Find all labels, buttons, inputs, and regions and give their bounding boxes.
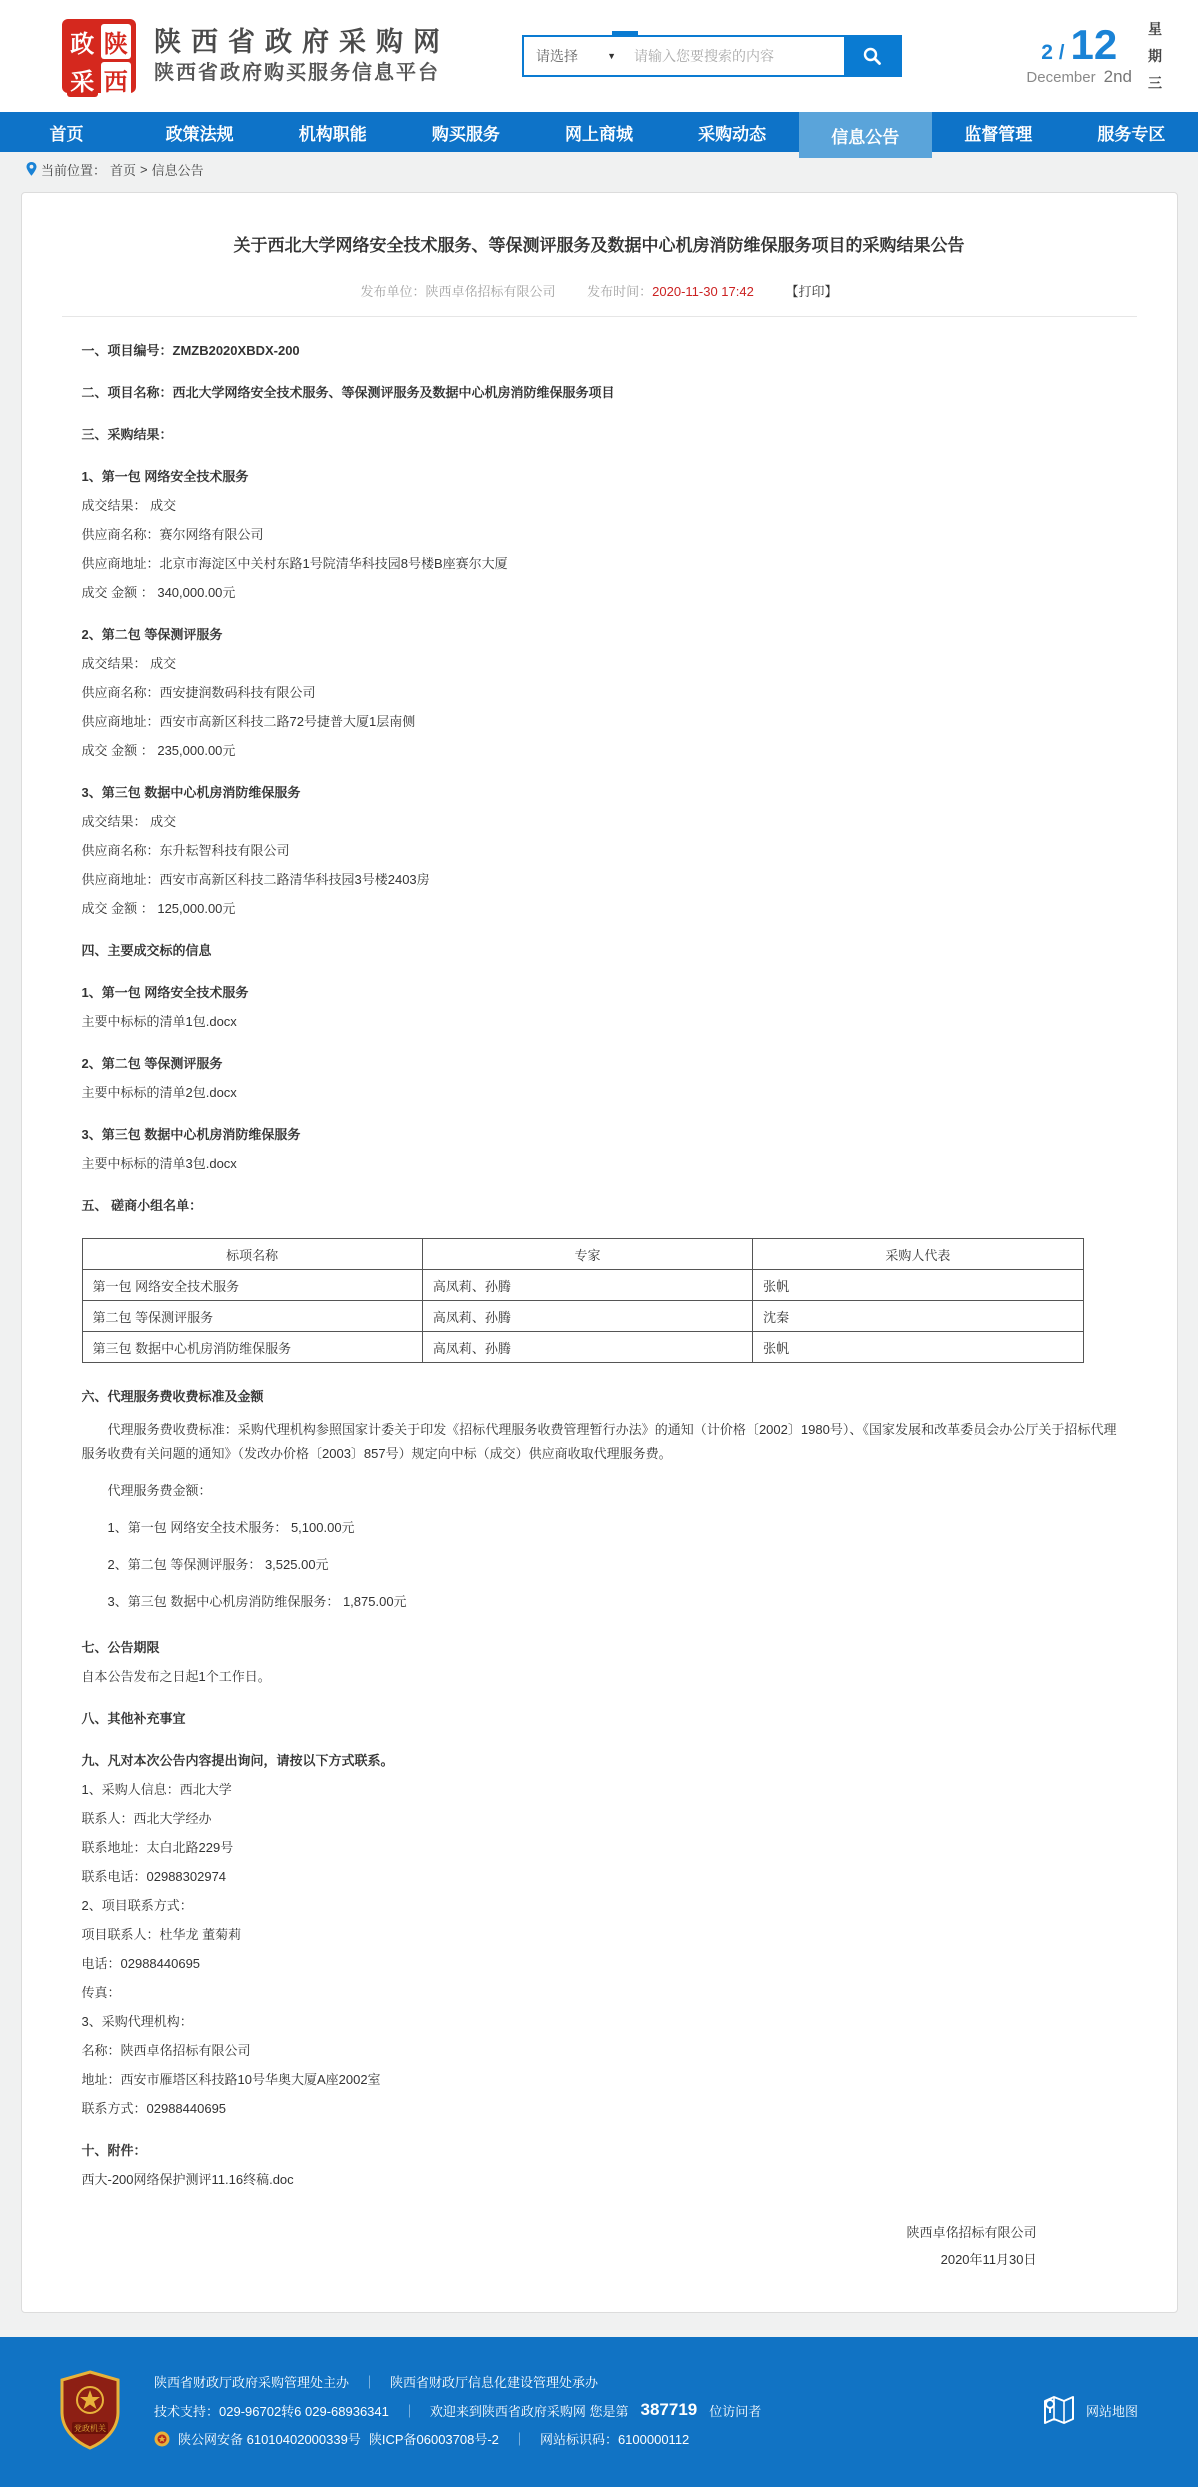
article-meta — [62, 281, 1137, 300]
footer-organizer: 陕西省财政厅政府采购管理处主办 — [154, 2375, 350, 2390]
nav-item[interactable]: 首页 — [49, 124, 84, 144]
article-paragraph: 地址：西安市雁塔区科技路10号华奥大厦A座2002室 — [81, 2072, 381, 2087]
search-select-label: 请选择 — [536, 48, 578, 64]
breadcrumb-home-link[interactable]: 首页 — [110, 162, 137, 178]
nav-item[interactable]: 服务专区 — [1097, 124, 1166, 144]
article-paragraph: 传真： — [81, 1985, 121, 2000]
government-shield-emblem — [58, 2370, 122, 2450]
article-paragraph: 供应商名称：赛尔网络有限公司 — [81, 527, 264, 542]
committee-table — [82, 1238, 1084, 1363]
print-button[interactable]: 【打印】 — [785, 284, 838, 299]
article-paragraph: 代理服务费金额： — [107, 1483, 212, 1498]
site-header — [0, 0, 1198, 112]
cell-buyer-rep: 沈秦 — [753, 1301, 1083, 1332]
nav-item[interactable]: 网上商城 — [564, 124, 633, 144]
logo-character: 政 — [67, 24, 98, 59]
article-paragraph: 电话：02988440695 — [81, 1956, 201, 1971]
footer-separator: ｜ — [363, 2375, 377, 2390]
article-paragraph[interactable]: 主要中标标的清单1包.docx — [81, 1014, 237, 1029]
column-header-buyer-rep: 采购人代表 — [753, 1239, 1083, 1270]
signature-date: 2020年11月30日 — [940, 2252, 1037, 2267]
publish-time: 2020-11-30 17:42 — [652, 284, 754, 299]
article-paragraph: 供应商地址：北京市海淀区中关村东路1号院清华科技园8号楼B座赛尔大厦 — [81, 556, 508, 571]
article-paragraph: 自本公告发布之日起1个工作日。 — [81, 1669, 271, 1684]
article-paragraph[interactable]: 主要中标标的清单2包.docx — [81, 1085, 237, 1100]
footer-security-record-link[interactable]: 陕公网安备 61010402000339号 — [178, 2432, 361, 2447]
article-paragraph: 成交结果： 成交 — [81, 814, 177, 829]
article-paragraph: 1、第一包 网络安全技术服务： 5,100.00元 — [107, 1520, 355, 1535]
nav-item[interactable]: 采购动态 — [698, 124, 767, 144]
article-paragraph: 2、项目联系方式： — [81, 1898, 193, 1913]
table-header-row — [82, 1239, 1083, 1270]
breadcrumb-prefix: 当前位置： — [41, 162, 107, 178]
article-paragraph: 三、采购结果： — [81, 427, 173, 442]
article-paragraph: 供应商地址：西安市高新区科技二路72号捷普大厦1层南侧 — [81, 714, 416, 729]
article-paragraph: 1、第一包 网络安全技术服务 — [81, 469, 249, 484]
article-paragraph: 3、第三包 数据中心机房消防维保服务 — [81, 785, 301, 800]
article-paragraph: 项目联系人：杜华龙 董菊莉 — [81, 1927, 242, 1942]
article-paragraph[interactable]: 西大-200网络保护测评11.16终稿.doc — [81, 2172, 294, 2187]
table-row — [82, 1301, 1083, 1332]
article-paragraph: 成交结果： 成交 — [81, 656, 177, 671]
signature-company: 陕西卓佲招标有限公司 — [906, 2225, 1037, 2240]
article-paragraph: 四、主要成交标的信息 — [81, 943, 212, 958]
sitemap-link[interactable] — [1040, 2391, 1138, 2429]
article-paragraph: 1、第一包 网络安全技术服务 — [81, 985, 249, 1000]
date-ordinal: 2nd — [1103, 67, 1132, 86]
main-navigation — [0, 112, 1198, 152]
article-paragraph: 2、第二包 等保测评服务 — [81, 627, 223, 642]
breadcrumb-current: 信息公告 — [151, 162, 204, 178]
article-paragraph: 六、代理服务费收费标准及金额 — [81, 1389, 264, 1404]
footer-line-1 — [154, 2372, 761, 2391]
cell-item-name: 第二包 等保测评服务 — [82, 1301, 422, 1332]
announcement-card — [21, 192, 1178, 2313]
footer-icp-record-link[interactable]: 陕ICP备06003708号-2 — [368, 2432, 499, 2447]
article-paragraph: 成交 金额 ： 340,000.00元 — [81, 585, 236, 600]
article-paragraph: 七、公告期限 — [81, 1640, 160, 1655]
article-paragraph: 供应商名称：西安捷润数码科技有限公司 — [81, 685, 316, 700]
column-header-expert: 专家 — [422, 1239, 752, 1270]
logo-character: 陕 — [101, 24, 132, 59]
table-row — [82, 1332, 1083, 1363]
nav-item[interactable]: 机构职能 — [298, 124, 367, 144]
article-paragraph: 供应商地址：西安市高新区科技二路清华科技园3号楼2403房 — [81, 872, 430, 887]
footer-site-id: 网站标识码：6100000112 — [539, 2432, 690, 2447]
page-title: 关于西北大学网络安全技术服务、等保测评服务及数据中心机房消防维保服务项目的采购结果公告 — [233, 236, 965, 255]
date-month-number: 2 — [1041, 41, 1053, 64]
article-paragraph: 成交 金额 ： 235,000.00元 — [81, 743, 236, 758]
publisher-label: 发布单位：陕西卓佲招标有限公司 — [360, 284, 556, 299]
search-icon — [862, 46, 882, 66]
article-paragraph: 九、凡对本次公告内容提出询问，请按以下方式联系。 — [81, 1753, 394, 1768]
date-day-number: 12 — [1070, 21, 1118, 68]
site-logo — [62, 19, 136, 96]
cell-buyer-rep: 张帆 — [753, 1332, 1083, 1363]
footer-line-3 — [154, 2429, 761, 2448]
chevron-down-icon: ▼ — [607, 51, 616, 61]
cell-experts: 高凤莉、孙腾 — [422, 1332, 752, 1363]
cell-experts: 高凤莉、孙腾 — [422, 1301, 752, 1332]
article-paragraph: 联系电话：02988302974 — [81, 1869, 227, 1884]
article-body-bottom — [82, 1389, 1117, 2188]
article-paragraph: 一、项目编号：ZMZB2020XBDX-200 — [81, 343, 300, 358]
article-paragraph: 3、采购代理机构： — [81, 2014, 193, 2029]
article-body-top — [82, 343, 1117, 1214]
cell-item-name: 第一包 网络安全技术服务 — [82, 1270, 422, 1301]
site-footer — [0, 2337, 1198, 2487]
article-paragraph: 2、第二包 等保测评服务： 3,525.00元 — [107, 1557, 329, 1572]
footer-co-organizer: 陕西省财政厅信息化建设管理处承办 — [390, 2375, 599, 2390]
footer-visitor-suffix: 位访问者 — [709, 2403, 762, 2419]
article-paragraph: 成交结果： 成交 — [81, 498, 177, 513]
visitor-count: 387719 — [640, 2400, 698, 2419]
article-paragraph[interactable]: 主要中标标的清单3包.docx — [81, 1156, 237, 1171]
article-paragraph: 五、 磋商小组名单： — [81, 1198, 203, 1213]
logo-character: 采 — [67, 62, 98, 97]
footer-separator: ｜ — [402, 2403, 416, 2419]
search-category-select[interactable] — [524, 37, 626, 75]
article-paragraph: 2、第二包 等保测评服务 — [81, 1056, 223, 1071]
search-input[interactable] — [626, 37, 844, 75]
site-title: 陕西省政府采购网 — [154, 27, 450, 57]
search-button[interactable] — [844, 37, 900, 75]
article-paragraph: 3、第三包 数据中心机房消防维保服务 — [81, 1127, 301, 1142]
search-bar — [522, 35, 902, 77]
cell-item-name: 第三包 数据中心机房消防维保服务 — [82, 1332, 422, 1363]
weekday-char: 三 — [1148, 75, 1162, 91]
nav-item[interactable]: 监督管理 — [964, 124, 1033, 144]
article-paragraph: 代理服务费收费标准：采购代理机构参照国家计委关于印发《招标代理服务收费管理暂行办法》的通知（计价格〔2002〕1980号）、《国家发展和改革委员会办公厅关于招标代理服务收费有关问题的通知》（发改办价格〔2003〕857号）规定向中标（成交）供应商收取代理服务费。 — [81, 1422, 1117, 1461]
nav-item[interactable]: 政策法规 — [165, 124, 234, 144]
signature-block — [82, 2222, 1117, 2268]
nav-item[interactable]: 信息公告 — [799, 112, 932, 158]
svg-text:党政机关: 党政机关 — [74, 2424, 106, 2433]
cell-experts: 高凤莉、孙腾 — [422, 1270, 752, 1301]
date-month-name: December — [1026, 69, 1096, 86]
cell-buyer-rep: 张帆 — [753, 1270, 1083, 1301]
column-header-item: 标项名称 — [82, 1239, 422, 1270]
nav-item[interactable]: 购买服务 — [431, 124, 500, 144]
weekday-label — [1148, 19, 1162, 93]
breadcrumb-separator: > — [140, 161, 148, 177]
police-badge-icon — [154, 2431, 170, 2447]
article-paragraph: 二、项目名称：西北大学网络安全技术服务、等保测评服务及数据中心机房消防维保服务项目 — [81, 385, 615, 400]
article-paragraph: 3、第三包 数据中心机房消防维保服务： 1,875.00元 — [107, 1594, 407, 1609]
article-paragraph: 供应商名称：东升耘智科技有限公司 — [81, 843, 290, 858]
date-widget — [1026, 19, 1162, 93]
search-select-notch — [612, 31, 638, 37]
article-paragraph: 联系人：西北大学经办 — [81, 1811, 212, 1826]
sitemap-label: 网站地图 — [1085, 2403, 1138, 2419]
breadcrumb — [0, 152, 1198, 186]
footer-separator: ｜ — [512, 2432, 526, 2447]
article-paragraph: 联系方式：02988440695 — [81, 2101, 227, 2116]
article-paragraph: 成交 金额 ： 125,000.00元 — [81, 901, 236, 916]
footer-line-2 — [154, 2400, 761, 2420]
article-paragraph: 八、其他补充事宜 — [81, 1711, 186, 1726]
site-subtitle: 陕西省政府购买服务信息平台 — [154, 62, 440, 84]
weekday-char: 期 — [1148, 48, 1162, 64]
date-separator: / — [1058, 42, 1065, 64]
table-row — [82, 1270, 1083, 1301]
article-paragraph: 十、附件： — [81, 2143, 147, 2158]
weekday-char: 星 — [1148, 21, 1162, 37]
logo-character: 西 — [101, 62, 132, 97]
article-paragraph: 名称：陕西卓佲招标有限公司 — [81, 2043, 251, 2058]
divider — [62, 316, 1137, 317]
footer-welcome: 欢迎来到陕西省政府采购网 您是第 — [429, 2403, 629, 2419]
article-paragraph: 联系地址：太白北路229号 — [81, 1840, 234, 1855]
article-paragraph: 1、采购人信息：西北大学 — [81, 1782, 232, 1797]
sitemap-map-icon — [1040, 2391, 1078, 2429]
footer-tech-support: 技术支持：029-96702转6 029-68936341 — [154, 2403, 389, 2419]
publish-time-label: 发布时间： — [587, 284, 653, 299]
location-pin-icon — [26, 162, 37, 176]
